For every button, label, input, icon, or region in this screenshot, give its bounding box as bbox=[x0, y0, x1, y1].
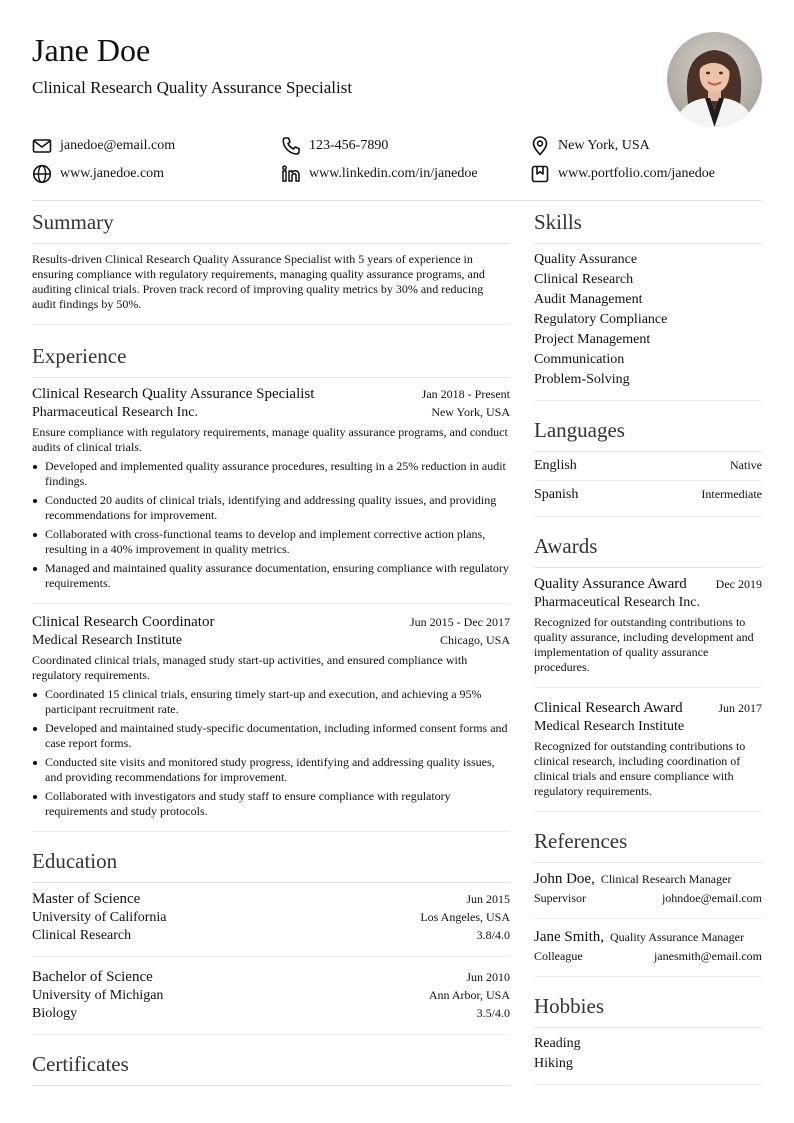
section-end-divider bbox=[534, 1084, 762, 1085]
contact-portfolio[interactable] bbox=[530, 162, 715, 186]
awards-heading: Awards bbox=[534, 534, 598, 558]
email-text: janedoe@email.com bbox=[60, 138, 176, 153]
job-company: Pharmaceutical Research Inc. bbox=[32, 405, 198, 420]
achievement-item: Coordinated 15 clinical trials, ensuring timely start-up and execution, and achieving a 95% participant recruitment rate. bbox=[32, 687, 510, 717]
award-name: Quality Assurance Award bbox=[534, 576, 687, 592]
entry-divider bbox=[32, 956, 510, 957]
header-divider bbox=[32, 200, 762, 201]
reference-name: John Doe, bbox=[534, 871, 595, 887]
summary-text: Results-driven Clinical Research Quality Assurance Specialist with 5 years of experience in ensuring compliance with regulatory requirements, managing quality assurance programs, and auditing clinical trials. Proven track record of improving quality metrics by 30% and reducing audit findings by 50%. bbox=[32, 252, 485, 311]
globe-icon bbox=[32, 164, 52, 184]
job-description: Ensure compliance with regulatory requirements, manage quality assurance programs, and conduct audits of clinical trials. bbox=[32, 425, 508, 454]
section-end-divider bbox=[32, 324, 510, 325]
job-company: Medical Research Institute bbox=[32, 633, 183, 648]
phone-icon bbox=[281, 136, 301, 156]
candidate-title: Clinical Research Quality Assurance Specialist bbox=[32, 78, 353, 97]
school: University of Michigan bbox=[32, 988, 164, 1003]
entry-divider bbox=[32, 1034, 510, 1035]
entry-divider bbox=[32, 603, 510, 604]
skill-item: Clinical Research bbox=[534, 272, 634, 287]
entry-divider bbox=[534, 811, 762, 812]
entry-divider bbox=[32, 831, 510, 832]
skill-item: Regulatory Compliance bbox=[534, 312, 668, 327]
summary-section bbox=[32, 209, 510, 325]
award-organization: Pharmaceutical Research Inc. bbox=[534, 595, 700, 610]
experience-heading: Experience bbox=[32, 344, 127, 368]
skills-heading: Skills bbox=[534, 210, 582, 234]
reference-relation: Colleague bbox=[534, 949, 583, 963]
section-divider bbox=[32, 377, 510, 378]
section-divider bbox=[534, 567, 762, 568]
phone-text: 123-456-7890 bbox=[309, 138, 389, 153]
achievement-item: Managed and maintained quality assurance documentation, ensuring compliance with regulatory requirements. bbox=[32, 561, 510, 591]
graduation-date: Jun 2010 bbox=[466, 970, 510, 984]
contact-location bbox=[530, 134, 650, 158]
reference-email[interactable]: janesmith@email.com bbox=[653, 949, 762, 963]
section-divider bbox=[32, 1085, 510, 1086]
skill-item: Problem-Solving bbox=[534, 372, 630, 387]
achievement-item: Developed and implemented quality assurance procedures, resulting in a 25% reduction in audit findings. bbox=[32, 459, 510, 489]
gpa: 3.8/4.0 bbox=[476, 928, 510, 942]
candidate-name: Jane Doe bbox=[32, 32, 151, 68]
linkedin-icon bbox=[281, 164, 301, 184]
field-of-study: Clinical Research bbox=[32, 928, 132, 943]
graduation-date: Jun 2015 bbox=[466, 892, 510, 906]
hobbies-section bbox=[534, 993, 762, 1085]
section-divider bbox=[534, 243, 762, 244]
award-organization: Medical Research Institute bbox=[534, 719, 685, 734]
profile-photo bbox=[667, 32, 762, 127]
achievement-item: Collaborated with cross-functional teams to develop and implement corrective action plans, resulting in a 40% improvement in quality metrics. bbox=[32, 527, 510, 557]
experience-entry bbox=[32, 614, 510, 832]
job-location: New York, USA bbox=[431, 405, 510, 419]
reference-email[interactable]: johndoe@email.com bbox=[661, 891, 762, 905]
languages-section bbox=[534, 417, 762, 517]
skills-section bbox=[534, 209, 762, 401]
education-heading: Education bbox=[32, 849, 118, 873]
award-entry bbox=[534, 700, 762, 812]
job-location: Chicago, USA bbox=[440, 633, 510, 647]
location-text: New York, USA bbox=[558, 138, 650, 153]
certificates-section bbox=[32, 1051, 510, 1086]
experience-entry bbox=[32, 386, 510, 604]
achievement-item: Developed and maintained study-specific documentation, including informed consent forms and case report forms. bbox=[32, 721, 510, 751]
contact-linkedin[interactable] bbox=[281, 162, 478, 186]
job-dates: Jan 2018 - Present bbox=[421, 387, 510, 401]
education-entry bbox=[32, 891, 510, 957]
portfolio-text: www.portfolio.com/janedoe bbox=[558, 166, 715, 181]
reference-role: Clinical Research Manager bbox=[600, 872, 732, 886]
contact-phone[interactable] bbox=[281, 134, 388, 158]
award-date: Dec 2019 bbox=[715, 577, 762, 591]
award-description: Recognized for outstanding contributions to quality assurance, including development and implementation of quality assurance procedures. bbox=[534, 615, 754, 674]
job-achievements bbox=[32, 459, 510, 591]
linkedin-text: www.linkedin.com/in/janedoe bbox=[309, 166, 478, 181]
certificates-heading: Certificates bbox=[32, 1052, 129, 1076]
right-column bbox=[534, 209, 762, 1085]
gpa: 3.5/4.0 bbox=[476, 1006, 510, 1020]
achievement-item: Conducted 20 audits of clinical trials, identifying and addressing quality issues, and providing recommendations for improvement. bbox=[32, 493, 510, 523]
language-name: Spanish bbox=[534, 487, 579, 502]
hobbies-heading: Hobbies bbox=[534, 994, 604, 1018]
hobby-item: Reading bbox=[534, 1036, 581, 1051]
entry-divider bbox=[534, 976, 762, 977]
section-divider bbox=[32, 243, 510, 244]
job-dates: Jun 2015 - Dec 2017 bbox=[410, 615, 510, 629]
website-text: www.janedoe.com bbox=[60, 166, 165, 181]
reference-entry bbox=[534, 871, 762, 919]
skills-list bbox=[534, 250, 762, 390]
award-name: Clinical Research Award bbox=[534, 700, 683, 716]
experience-section bbox=[32, 343, 510, 832]
award-entry bbox=[534, 576, 762, 688]
job-achievements bbox=[32, 687, 510, 819]
skill-item: Project Management bbox=[534, 332, 651, 347]
school-location: Los Angeles, USA bbox=[420, 910, 510, 924]
skill-item: Communication bbox=[534, 352, 625, 367]
job-description: Coordinated clinical trials, managed study start-up activities, and ensured compliance with regulatory requirements. bbox=[32, 653, 468, 682]
award-description: Recognized for outstanding contributions to clinical research, including coordination of clinical trials and ensure compliance with regulatory requirements. bbox=[534, 739, 746, 798]
entry-divider bbox=[534, 918, 762, 919]
references-section bbox=[534, 828, 762, 977]
field-of-study: Biology bbox=[32, 1006, 78, 1021]
hobby-item: Hiking bbox=[534, 1056, 573, 1071]
reference-role: Quality Assurance Manager bbox=[610, 930, 744, 944]
language-name: English bbox=[534, 458, 577, 473]
achievement-item: Collaborated with investigators and study staff to ensure compliance with regulatory requirements and study protocols. bbox=[32, 789, 510, 819]
resume-header bbox=[32, 30, 762, 140]
section-end-divider bbox=[534, 516, 762, 517]
section-end-divider bbox=[534, 400, 762, 401]
hobbies-list bbox=[534, 1034, 762, 1074]
skill-item: Quality Assurance bbox=[534, 252, 638, 267]
language-level: Intermediate bbox=[701, 487, 762, 501]
language-item bbox=[534, 481, 762, 510]
reference-relation: Supervisor bbox=[534, 891, 586, 905]
award-date: Jun 2017 bbox=[718, 701, 762, 715]
reference-entry bbox=[534, 929, 762, 977]
profile-photo-illustration bbox=[667, 32, 762, 127]
school-location: Ann Arbor, USA bbox=[428, 988, 510, 1002]
summary-heading: Summary bbox=[32, 210, 114, 234]
degree: Master of Science bbox=[32, 891, 141, 907]
contact-website[interactable] bbox=[32, 162, 164, 186]
language-item bbox=[534, 452, 762, 481]
school: University of California bbox=[32, 910, 167, 925]
achievement-item: Conducted site visits and monitored study progress, identifying and addressing quality issues, and providing recommendations for improvement. bbox=[32, 755, 510, 785]
reference-name: Jane Smith, bbox=[534, 929, 604, 945]
contact-email[interactable] bbox=[32, 134, 175, 158]
portfolio-bookmark-icon bbox=[530, 164, 550, 184]
left-column bbox=[32, 209, 510, 1086]
job-role: Clinical Research Coordinator bbox=[32, 614, 215, 630]
languages-list bbox=[534, 452, 762, 510]
education-entry bbox=[32, 969, 510, 1035]
location-pin-icon bbox=[530, 136, 550, 156]
degree: Bachelor of Science bbox=[32, 969, 153, 985]
awards-section bbox=[534, 533, 762, 812]
job-role: Clinical Research Quality Assurance Specialist bbox=[32, 386, 315, 402]
languages-heading: Languages bbox=[534, 418, 625, 442]
section-divider bbox=[32, 882, 510, 883]
entry-divider bbox=[534, 687, 762, 688]
references-heading: References bbox=[534, 829, 628, 853]
education-section bbox=[32, 848, 510, 1035]
section-divider bbox=[534, 1027, 762, 1028]
language-level: Native bbox=[730, 458, 762, 472]
skill-item: Audit Management bbox=[534, 292, 643, 307]
mail-icon bbox=[32, 136, 52, 156]
section-divider bbox=[534, 862, 762, 863]
